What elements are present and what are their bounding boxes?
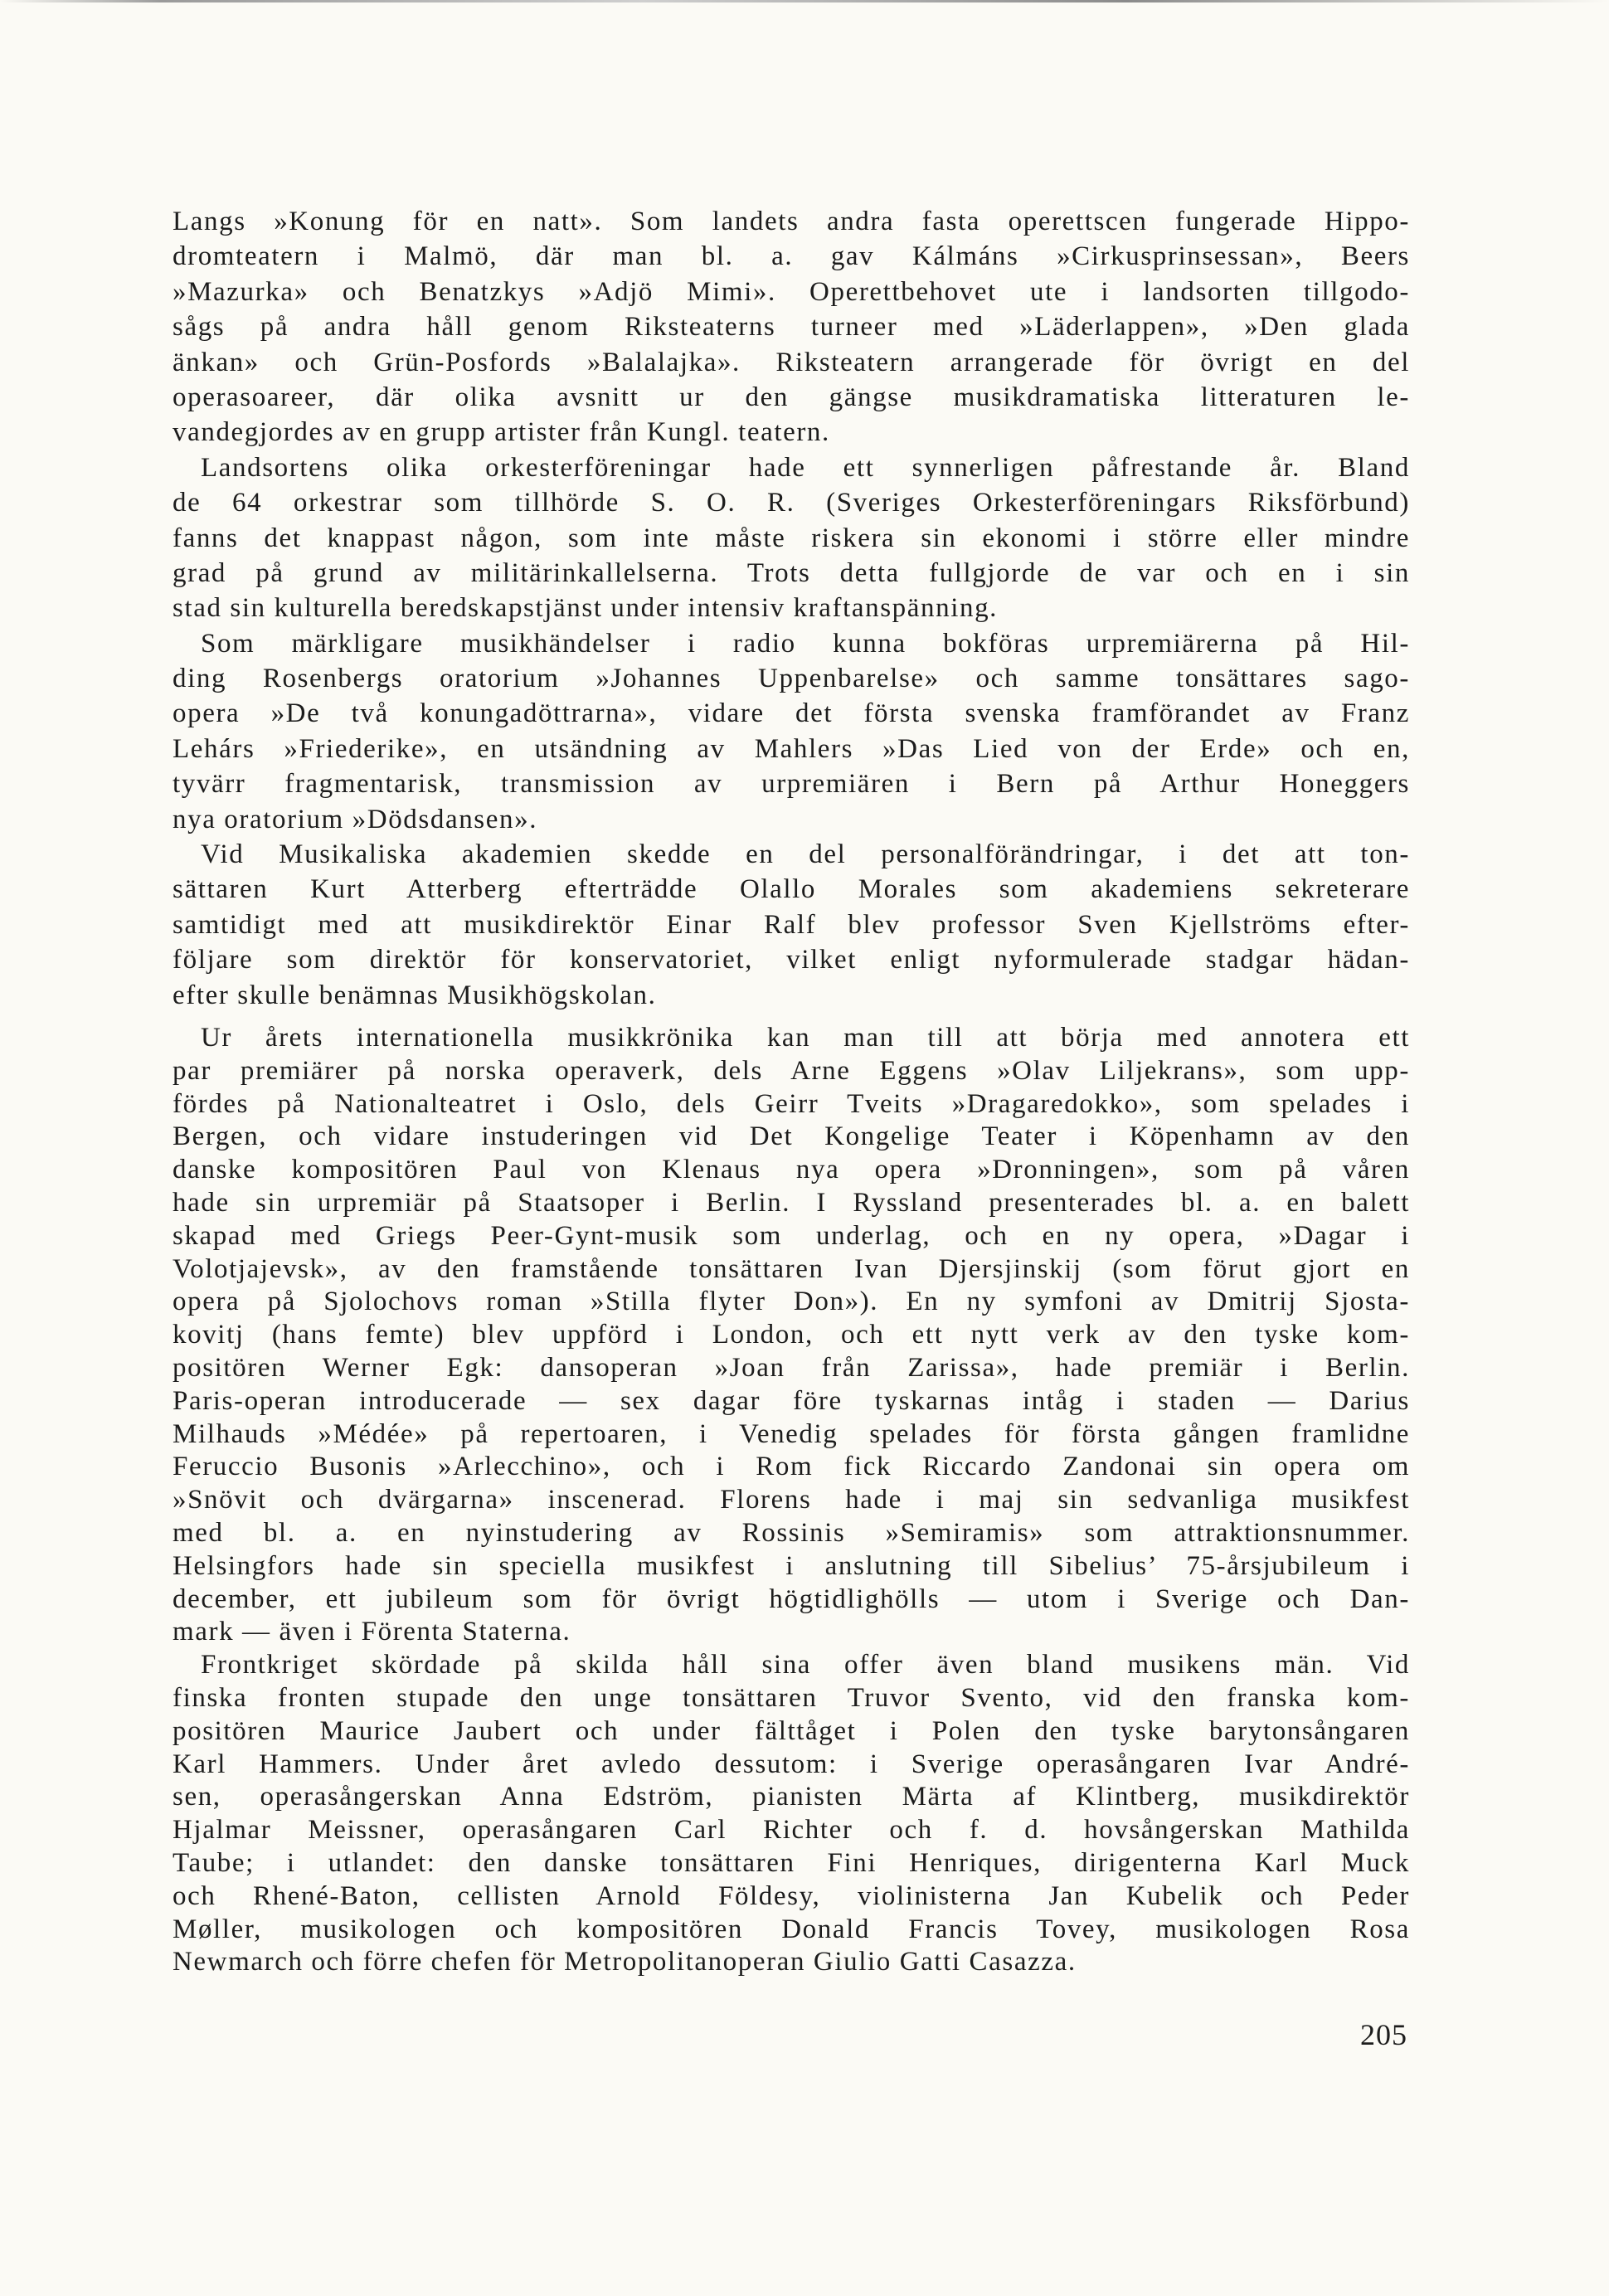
text-line: med bl. a. en nyinstudering av Rossinis »Semiramis» som attraktionsnummer.: [173, 1517, 1410, 1548]
text-line: mark — även i Förenta Staterna.: [173, 1617, 571, 1647]
text-line: Milhauds »Médée» på repertoaren, i Venedig spelades för första gången framlidne: [173, 1418, 1410, 1449]
text-line: Ur årets internationella musikkrönika kan man till att börja med annotera ett: [201, 1023, 1410, 1053]
text-line: Bergen, och vidare instuderingen vid Det Kongelige Teater i Köpenhamn av den: [173, 1121, 1410, 1152]
text-line: efter skulle benämnas Musikhögskolan.: [173, 980, 657, 1010]
text-line: sättaren Kurt Atterberg efterträdde Olallo Morales som akademiens sekreterare: [173, 874, 1410, 905]
text-line: operasoareer, där olika avsnitt ur den gängse musikdramatiska litteraturen le-: [173, 382, 1410, 412]
text-line: och Rhené-Baton, cellisten Arnold Földesy, violinisterna Jan Kubelik och Peder: [173, 1880, 1410, 1911]
text-line: stad sin kulturella beredskapstjänst under intensiv kraftanspänning.: [173, 593, 999, 624]
text-line: Frontkriget skördade på skilda håll sina offer även bland musikens män. Vid: [201, 1650, 1410, 1681]
text-line: par premiärer på norska operaverk, dels Arne Eggens »Olav Liljekrans», som upp-: [173, 1055, 1410, 1086]
text-line: Newmarch och förre chefen för Metropolitanoperan Giulio Gatti Casazza.: [173, 1947, 1077, 1977]
text-line: opera på Sjolochovs roman »Stilla flyter Don»). En ny symfoni av Dmitrij Sjosta-: [173, 1287, 1410, 1317]
text-line: Feruccio Busonis »Arlecchino», och i Rom fick Riccardo Zandonai sin opera om: [173, 1452, 1410, 1482]
text-line: Langs »Konung för en natt». Som landets andra fasta operettscen fungerade Hippo-: [173, 207, 1410, 236]
text-line: Vid Musikaliska akademien skedde en del personalförändringar, i det att ton-: [201, 839, 1410, 870]
page-number: 205: [1360, 2018, 1407, 2051]
text-line: Paris-operan introducerade — sex dagar före tyskarnas intåg i staden — Darius: [173, 1385, 1410, 1416]
text-line: positören Maurice Jaubert och under fälttåget i Polen den tyske barytonsångaren: [173, 1715, 1410, 1746]
text-line: vandegjordes av en grupp artister från Kungl. teatern.: [173, 417, 830, 448]
text-line: danske kompositören Paul von Klenaus nya opera »Dronningen», som på våren: [173, 1155, 1410, 1185]
text-line: december, ett jubileum som för övrigt högtidlighölls — utom i Sverige och Dan-: [173, 1583, 1410, 1614]
text-line: kovitj (hans femte) blev uppförd i London, och ett nytt verk av den tyske kom-: [173, 1320, 1410, 1350]
text-line: skapad med Griegs Peer-Gynt-musik som underlag, och en ny opera, »Dagar i: [173, 1220, 1410, 1251]
text-line: änkan» och Grün-Posfords »Balalajka». Riksteatern arrangerade för övrigt en del: [173, 347, 1410, 377]
text-line: följare som direktör för konservatoriet, vilket enligt nyformulerade stadgar hädan-: [173, 945, 1410, 975]
text-line: fördes på Nationalteatret i Oslo, dels Geirr Tveits »Dragaredokko», som spelades i: [173, 1088, 1410, 1119]
text-line: Møller, musikologen och kompositören Donald Francis Tovey, musikologen Rosa: [173, 1914, 1410, 1944]
text-section-swedish-music: [173, 204, 1410, 1013]
text-line: Taube; i utlandet: den danske tonsättaren Fini Henriques, dirigenterna Karl Muck: [173, 1847, 1410, 1878]
text-line: Helsingfors hade sin speciella musikfest i anslutning till Sibelius’ 75-årsjubileum i: [173, 1550, 1410, 1581]
text-line: grad på grund av militärinkallelserna. Trots detta fullgjorde de var och en i sin: [173, 557, 1410, 588]
text-line: hade sin urpremiär på Staatsoper i Berlin. I Ryssland presenterades bl. a. en balett: [173, 1187, 1410, 1218]
text-line: sågs på andra håll genom Riksteaterns turneer med »Läderlappen», »Den glada: [173, 312, 1410, 343]
text-line: samtidigt med att musikdirektör Einar Ralf blev professor Sven Kjellströms efter-: [173, 909, 1410, 940]
text-line: de 64 orkestrar som tillhörde S. O. R. (Sveriges Orkesterföreningars Riksförbund): [173, 488, 1410, 518]
text-line: Karl Hammers. Under året avledo dessutom: i Sverige operasångaren Ivar André-: [173, 1749, 1410, 1779]
text-line: Hjalmar Meissner, operasångaren Carl Richter och f. d. hovsångerskan Mathilda: [173, 1815, 1410, 1846]
text-line: nya oratorium »Dödsdansen».: [173, 804, 538, 834]
text-line: »Snövit och dvärgarna» inscenerad. Florens hade i maj sin sedvanliga musikfest: [173, 1485, 1410, 1515]
text-line: opera »De två konungadöttrarna», vidare det första svenska framförandet av Franz: [173, 698, 1410, 729]
scan-edge-line: [0, 0, 1609, 2]
text-line: Landsortens olika orkesterföreningar hade ett synnerligen påfrestande år. Bland: [201, 452, 1410, 483]
text-section-international-music: [173, 1022, 1410, 1979]
text-line: fanns det knappast någon, som inte måste riskera sin ekonomi i större eller mindre: [173, 523, 1410, 553]
text-line: Som märkligare musikhändelser i radio kunna bokföras urpremiärerna på Hil-: [201, 628, 1410, 659]
text-line: »Mazurka» och Benatzkys »Adjö Mimi». Operettbehovet ute i landsorten tillgodo-: [173, 276, 1410, 307]
text-line: finska fronten stupade den unge tonsättaren Truvor Svento, vid den franska kom-: [173, 1682, 1410, 1713]
text-line: ding Rosenbergs oratorium »Johannes Uppenbarelse» och samme tonsättares sago-: [173, 664, 1410, 694]
text-line: sen, operasångerskan Anna Edström, pianisten Märta af Klintberg, musikdirektör: [173, 1782, 1410, 1812]
text-line: Lehárs »Friederike», en utsändning av Mahlers »Das Lied von der Erde» och en,: [173, 733, 1410, 764]
text-line: dromteatern i Malmö, där man bl. a. gav Kálmáns »Cirkusprinsessan», Beers: [173, 241, 1410, 272]
text-line: tyvärr fragmentarisk, transmission av urpremiären i Bern på Arthur Honeggers: [173, 769, 1410, 800]
text-line: positören Werner Egk: dansoperan »Joan från Zarissa», hade premiär i Berlin.: [173, 1352, 1410, 1383]
text-line: Volotjajevsk», av den framstående tonsättaren Ivan Djersjinskij (som förut gjort en: [173, 1253, 1410, 1284]
